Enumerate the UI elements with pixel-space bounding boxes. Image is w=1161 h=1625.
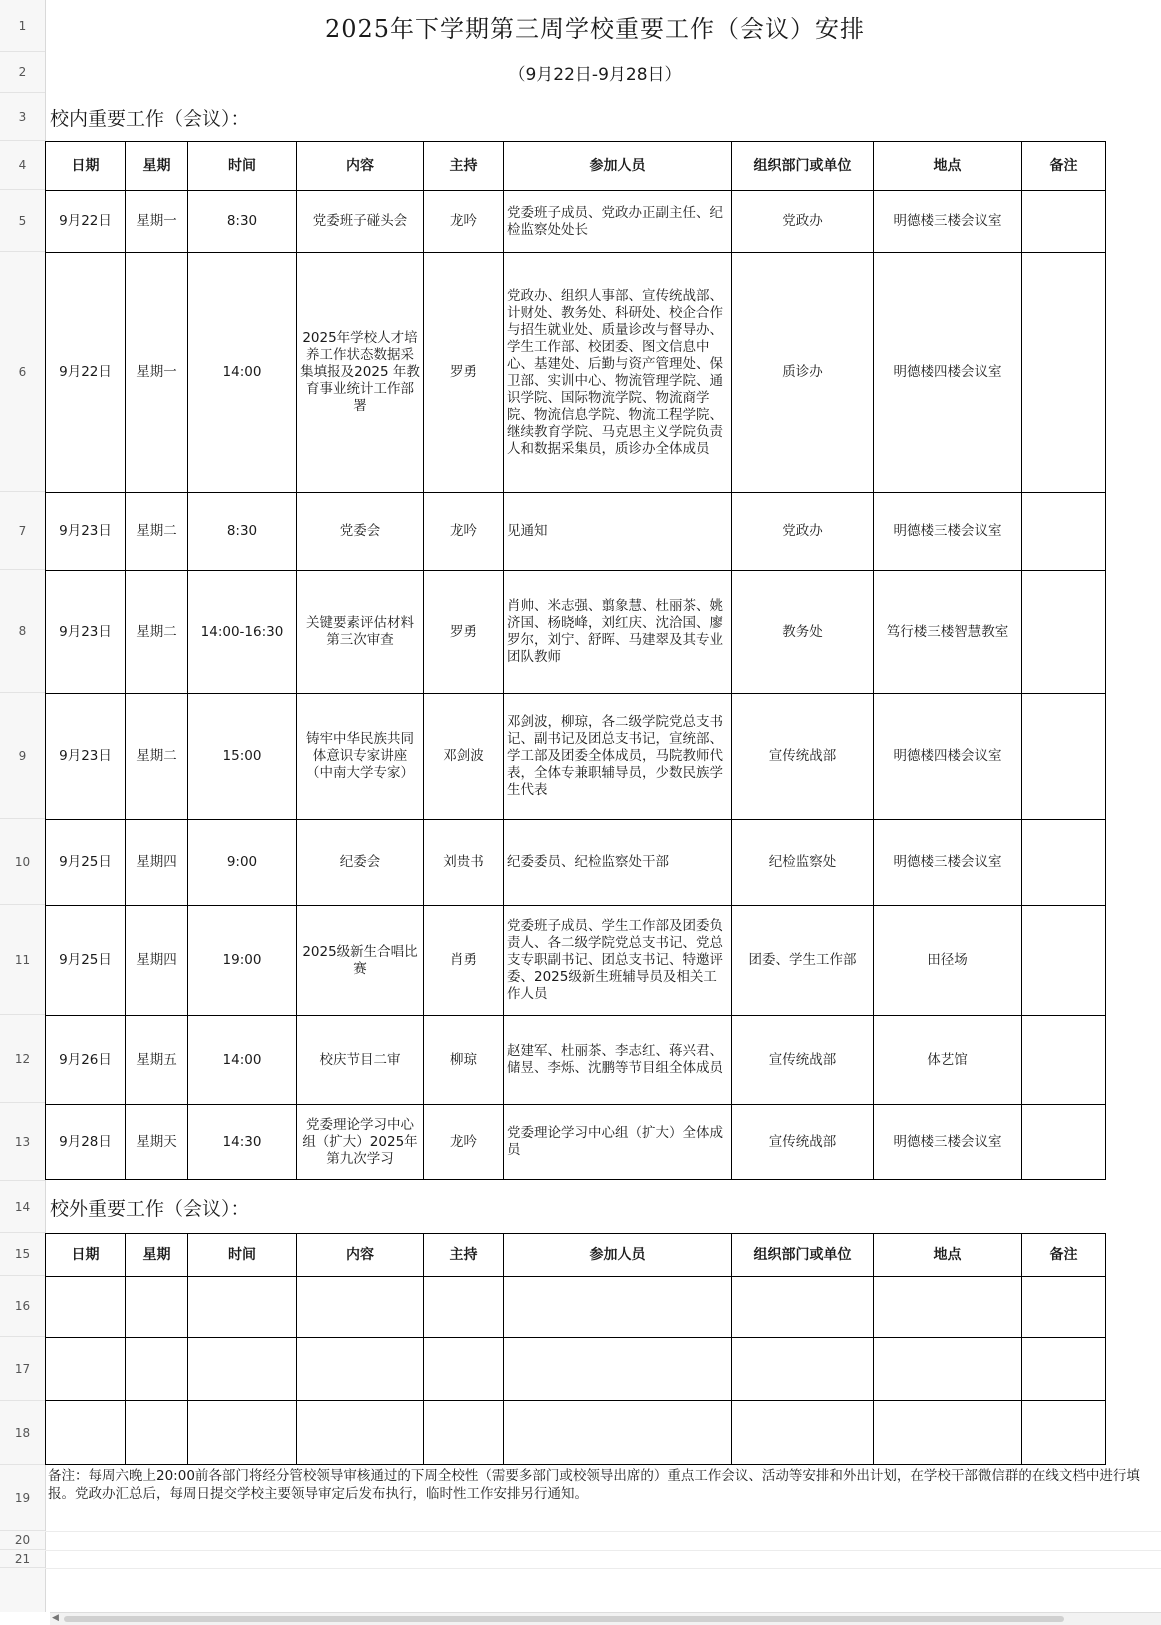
column-header-content: 内容 [297,142,424,191]
column-header-date: 日期 [46,142,126,191]
host-cell[interactable]: 龙吟 [424,1105,504,1180]
content-cell[interactable]: 2025年学校人才培养工作状态数据采集填报及2025 年教育事业统计工作部署 [297,253,424,493]
row-number[interactable]: 5 [0,190,45,252]
note-cell[interactable] [1022,253,1106,493]
date-cell[interactable]: 9月22日 [46,253,126,493]
row-number[interactable]: 7 [0,492,45,570]
row-number[interactable]: 9 [0,693,45,819]
organizer-cell[interactable]: 党政办 [732,191,874,253]
row-number[interactable]: 10 [0,819,45,905]
participants-cell[interactable]: 党政办、组织人事部、宣传统战部、计财处、教务处、科研处、校企合作与招生就业处、质量诊改与督导办、学生工作部、校团委、图文信息中心、基建处、后勤与资产管理处、保卫部、实训中心、物流管理学院、通识学院、国际物流学院、物流商学院、物流信息学院、物流工程学院、继续教育学院、马克思主义学院负责人和数据采集员，质诊办全体成员 [504,253,732,493]
internal-schedule-row [46,1105,1106,1180]
column-header-organizer: 组织部门或单位 [732,142,874,191]
gridline [45,1568,1161,1569]
note-cell[interactable] [1022,694,1106,820]
location-cell[interactable] [874,1277,1022,1338]
column-header-time: 时间 [188,1234,297,1277]
location-cell[interactable] [874,1338,1022,1401]
note-cell[interactable] [1022,1401,1106,1465]
host-cell[interactable] [424,1338,504,1401]
row-number[interactable]: 15 [0,1233,45,1276]
organizer-cell[interactable]: 纪检监察处 [732,820,874,906]
host-cell[interactable]: 龙吟 [424,191,504,253]
date-cell[interactable]: 9月28日 [46,1105,126,1180]
participants-cell[interactable]: 党委班子成员、党政办正副主任、纪检监察处处长 [504,191,732,253]
external-schedule-table [45,1233,1106,1465]
organizer-cell[interactable] [732,1338,874,1401]
column-header-participants: 参加人员 [504,1234,732,1277]
row-number[interactable]: 20 [0,1531,45,1550]
time-cell[interactable]: 8:30 [188,191,297,253]
weekday-cell[interactable]: 星期天 [126,1105,188,1180]
date-cell[interactable]: 9月22日 [46,191,126,253]
host-cell[interactable]: 柳琼 [424,1016,504,1105]
location-cell[interactable]: 田径场 [874,906,1022,1016]
internal-schedule-row [46,253,1106,493]
organizer-cell[interactable]: 质诊办 [732,253,874,493]
internal-header-row [46,142,1106,191]
participants-cell[interactable]: 邓剑波，柳琼，各二级学院党总支书记、副书记及团总支书记，宣统部、学工部及团委全体成员，马院教师代表，全体专兼职辅导员，少数民族学生代表 [504,694,732,820]
organizer-cell[interactable]: 党政办 [732,493,874,571]
page-title: 2025年下学期第三周学校重要工作（会议）安排 [324,14,866,43]
row-number[interactable]: 13 [0,1103,45,1181]
content-cell[interactable]: 校庆节目二审 [297,1016,424,1105]
participants-cell[interactable] [504,1338,732,1401]
date-cell[interactable]: 9月23日 [46,571,126,694]
column-header-content: 内容 [297,1234,424,1277]
internal-schedule-row [46,493,1106,571]
participants-cell[interactable] [504,1277,732,1338]
note-cell[interactable] [1022,571,1106,694]
organizer-cell[interactable]: 宣传统战部 [732,1105,874,1180]
weekday-cell[interactable]: 星期五 [126,1016,188,1105]
scroll-left-arrow-icon[interactable]: ◀ [52,1613,59,1623]
column-header-time: 时间 [188,142,297,191]
weekday-cell[interactable]: 星期四 [126,820,188,906]
participants-cell[interactable] [504,1401,732,1465]
row-number[interactable]: 8 [0,570,45,693]
content-cell[interactable]: 党委班子碰头会 [297,191,424,253]
host-cell[interactable]: 龙吟 [424,493,504,571]
time-cell[interactable]: 14:30 [188,1105,297,1180]
column-header-note: 备注 [1022,1234,1106,1277]
weekday-cell[interactable] [126,1338,188,1401]
column-header-note: 备注 [1022,142,1106,191]
participants-cell[interactable]: 肖帅、米志强、翦象慧、杜丽茶、姚济国、杨晓峰，刘红庆、沈洽国、廖罗尔，刘宁、舒晖、马建翠及其专业团队教师 [504,571,732,694]
column-header-host: 主持 [424,1234,504,1277]
location-cell[interactable]: 笃行楼三楼智慧教室 [874,571,1022,694]
scrollbar-thumb[interactable] [64,1616,1064,1622]
weekday-cell[interactable]: 星期二 [126,493,188,571]
row-number[interactable]: 6 [0,252,45,492]
weekday-cell[interactable]: 星期二 [126,571,188,694]
note-cell[interactable] [1022,1105,1106,1180]
time-cell[interactable]: 14:00 [188,1016,297,1105]
organizer-cell[interactable] [732,1401,874,1465]
note-cell[interactable] [1022,1338,1106,1401]
row-number[interactable]: 14 [0,1181,45,1233]
content-cell[interactable]: 关键要素评估材料第三次审查 [297,571,424,694]
gridline [45,1550,1161,1551]
weekday-cell[interactable]: 星期一 [126,253,188,493]
participants-cell[interactable]: 纪委委员、纪检监察处干部 [504,820,732,906]
note-cell[interactable] [1022,1277,1106,1338]
footnote: 备注：每周六晚上20:00前各部门将经分管校领导审核通过的下周全校性（需要多部门或校领导出席的）重点工作会议、活动等安排和外出计划，在学校干部微信群的在线文档中进行填报。党政办汇总后，每周日提交学校主要领导审定后发布执行，临时性工作安排另行通知。 [48,1468,1140,1502]
column-header-weekday: 星期 [126,1234,188,1277]
participants-cell[interactable]: 党委理论学习中心组（扩大）全体成员 [504,1105,732,1180]
column-header-host: 主持 [424,142,504,191]
time-cell[interactable] [188,1277,297,1338]
row-number[interactable]: 2 [0,52,45,93]
location-cell[interactable] [874,1401,1022,1465]
time-cell[interactable]: 8:30 [188,493,297,571]
content-cell[interactable] [297,1277,424,1338]
content-cell[interactable]: 党委会 [297,493,424,571]
note-cell[interactable] [1022,906,1106,1016]
time-cell[interactable]: 19:00 [188,906,297,1016]
external-schedule-row [46,1401,1106,1465]
host-cell[interactable]: 肖勇 [424,906,504,1016]
content-cell[interactable]: 党委理论学习中心组（扩大）2025年第九次学习 [297,1105,424,1180]
weekday-cell[interactable]: 星期二 [126,694,188,820]
organizer-cell[interactable]: 宣传统战部 [732,1016,874,1105]
page-subtitle: （9月22日-9月28日） [508,65,682,85]
row-number[interactable]: 1 [0,0,45,52]
column-header-weekday: 星期 [126,142,188,191]
date-cell[interactable]: 9月23日 [46,493,126,571]
internal-schedule-row [46,820,1106,906]
host-cell[interactable] [424,1401,504,1465]
location-cell[interactable]: 明德楼三楼会议室 [874,820,1022,906]
row-number[interactable]: 19 [0,1465,45,1531]
internal-schedule-table [45,141,1106,1180]
external-schedule-row [46,1338,1106,1401]
note-cell[interactable] [1022,1016,1106,1105]
date-cell[interactable] [46,1401,126,1465]
participants-cell[interactable]: 党委班子成员、学生工作部及团委负责人、各二级学院党总支书记、党总支专职副书记、团总支书记、特邀评委、2025级新生班辅导员及相关工作人员 [504,906,732,1016]
internal-schedule-row [46,571,1106,694]
row-number[interactable]: 3 [0,93,45,141]
external-header-row [46,1234,1106,1277]
date-cell[interactable]: 9月25日 [46,820,126,906]
row-number[interactable]: 21 [0,1550,45,1568]
row-number[interactable]: 4 [0,141,45,190]
host-cell[interactable]: 刘贵书 [424,820,504,906]
internal-schedule-row [46,906,1106,1016]
time-cell[interactable] [188,1401,297,1465]
gridline [45,1531,1161,1532]
column-header-date: 日期 [46,1234,126,1277]
internal-schedule-row [46,1016,1106,1105]
row-number[interactable]: 16 [0,1276,45,1337]
organizer-cell[interactable]: 宣传统战部 [732,694,874,820]
weekday-cell[interactable] [126,1277,188,1338]
weekday-cell[interactable] [126,1401,188,1465]
section-internal-heading: 校内重要工作（会议）： [50,107,250,130]
organizer-cell[interactable] [732,1277,874,1338]
participants-cell[interactable]: 见通知 [504,493,732,571]
content-cell[interactable]: 2025级新生合唱比赛 [297,906,424,1016]
location-cell[interactable]: 明德楼三楼会议室 [874,191,1022,253]
section-external-heading: 校外重要工作（会议）： [50,1197,250,1220]
host-cell[interactable] [424,1277,504,1338]
time-cell[interactable]: 14:00 [188,253,297,493]
column-header-participants: 参加人员 [504,142,732,191]
organizer-cell[interactable]: 团委、学生工作部 [732,906,874,1016]
note-cell[interactable] [1022,820,1106,906]
internal-schedule-row [46,694,1106,820]
row-header-gutter [0,0,46,1612]
internal-schedule-row [46,191,1106,253]
note-cell[interactable] [1022,493,1106,571]
weekday-cell[interactable]: 星期四 [126,906,188,1016]
date-cell[interactable]: 9月23日 [46,694,126,820]
row-number[interactable]: 11 [0,905,45,1015]
content-cell[interactable] [297,1338,424,1401]
location-cell[interactable]: 体艺馆 [874,1016,1022,1105]
location-cell[interactable]: 明德楼三楼会议室 [874,1105,1022,1180]
date-cell[interactable]: 9月25日 [46,906,126,1016]
time-cell[interactable] [188,1338,297,1401]
horizontal-scrollbar[interactable] [50,1612,1161,1625]
location-cell[interactable]: 明德楼四楼会议室 [874,253,1022,493]
external-schedule-row [46,1277,1106,1338]
date-cell[interactable] [46,1338,126,1401]
column-header-location: 地点 [874,142,1022,191]
column-header-location: 地点 [874,1234,1022,1277]
date-cell[interactable] [46,1277,126,1338]
host-cell[interactable]: 罗勇 [424,571,504,694]
row-number[interactable]: 17 [0,1337,45,1401]
weekday-cell[interactable]: 星期一 [126,191,188,253]
organizer-cell[interactable]: 教务处 [732,571,874,694]
row-number[interactable]: 12 [0,1015,45,1103]
participants-cell[interactable]: 赵建军、杜丽茶、李志红、蒋兴君、储昱、李烁、沈鹏等节目组全体成员 [504,1016,732,1105]
host-cell[interactable]: 罗勇 [424,253,504,493]
location-cell[interactable]: 明德楼四楼会议室 [874,694,1022,820]
content-cell[interactable]: 纪委会 [297,820,424,906]
date-cell[interactable]: 9月26日 [46,1016,126,1105]
time-cell[interactable]: 9:00 [188,820,297,906]
content-cell[interactable] [297,1401,424,1465]
note-cell[interactable] [1022,191,1106,253]
time-cell[interactable]: 15:00 [188,694,297,820]
time-cell[interactable]: 14:00-16:30 [188,571,297,694]
content-cell[interactable]: 铸牢中华民族共同体意识专家讲座（中南大学专家） [297,694,424,820]
location-cell[interactable]: 明德楼三楼会议室 [874,493,1022,571]
row-number[interactable]: 18 [0,1401,45,1465]
column-header-organizer: 组织部门或单位 [732,1234,874,1277]
host-cell[interactable]: 邓剑波 [424,694,504,820]
